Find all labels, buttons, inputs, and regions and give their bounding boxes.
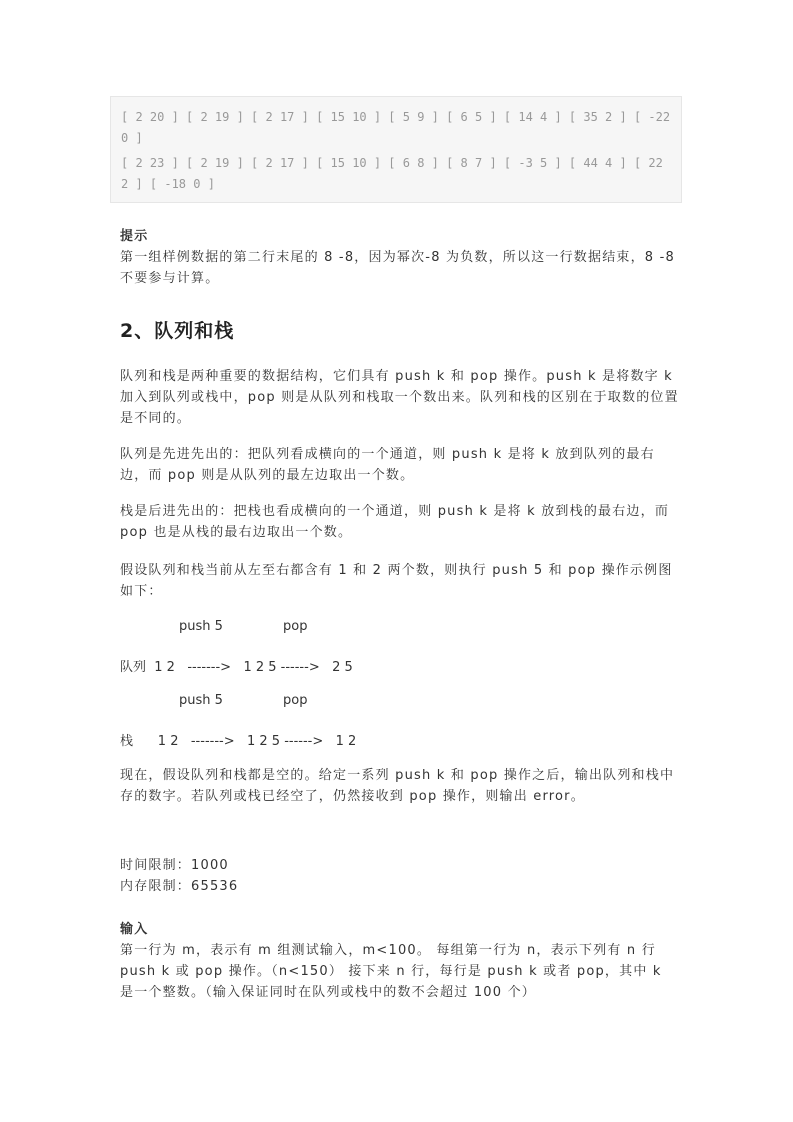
stack-op-pop: pop: [283, 693, 308, 708]
queue-op-pop: pop: [283, 619, 308, 634]
sample-output-code-block: [110, 96, 682, 203]
code-line-1: [ 2 20 ] [ 2 19 ] [ 2 17 ] [ 15 10 ] [ 5 9 ] [ 6 5 ] [ 14 4 ] [ 35 2 ] [ -22 0 ]: [121, 110, 678, 145]
hint-title: 提示: [120, 229, 149, 244]
paragraph-stack: 栈是后进先出的：把栈也看成横向的一个通道，则 push k 是将 k 放到栈的最右边，而 pop 也是从栈的最右边取出一个数。: [120, 504, 670, 540]
input-title: 输入: [120, 922, 149, 937]
paragraph-example: 假设队列和栈当前从左至右都含有 1 和 2 两个数，则执行 push 5 和 pop 操作示例图如下：: [120, 563, 673, 599]
input-body: 第一行为 m，表示有 m 组测试输入，m<100。 每组第一行为 n，表示下列有 n 行 push k 或 pop 操作。（n<150） 接下来 n 行，每行是 push k 或者 pop，其中 k 是一个整数。（输入保证同时在队列或栈中的数不会超过 100 个）: [120, 943, 662, 1000]
stack-op-push: push 5: [179, 693, 223, 708]
stack-diagram-row: 栈 1 2 -------> 1 2 5 ------> 1 2: [120, 734, 357, 749]
paragraph-intro: 队列和栈是两种重要的数据结构，它们具有 push k 和 pop 操作。push k 是将数字 k 加入到队列或栈中，pop 则是从队列和栈取一个数出来。队列和栈的区别在于取数的位置是不同的。: [120, 369, 679, 426]
time-limit: 时间限制：1000: [120, 858, 229, 873]
queue-op-push: push 5: [179, 619, 223, 634]
hint-body: 第一组样例数据的第二行末尾的 8 -8，因为幂次-8 为负数，所以这一行数据结束，8 -8 不要参与计算。: [120, 250, 675, 286]
paragraph-queue: 队列是先进先出的：把队列看成横向的一个通道，则 push k 是将 k 放到队列的最右边，而 pop 则是从队列的最左边取出一个数。: [120, 447, 655, 483]
code-line-2: [ 2 23 ] [ 2 19 ] [ 2 17 ] [ 15 10 ] [ 6 8 ] [ 8 7 ] [ -3 5 ] [ 44 4 ] [ 22 2 ] [ -18 0 ]: [121, 156, 671, 191]
memory-limit: 内存限制：65536: [120, 879, 239, 894]
queue-diagram-row: 队列 1 2 -------> 1 2 5 ------> 2 5: [120, 660, 353, 675]
section-heading: 2、队列和栈: [120, 320, 235, 342]
paragraph-task: 现在，假设队列和栈都是空的。给定一系列 push k 和 pop 操作之后，输出队列和栈中存的数字。若队列或栈已经空了，仍然接收到 pop 操作，则输出 error。: [120, 768, 675, 804]
